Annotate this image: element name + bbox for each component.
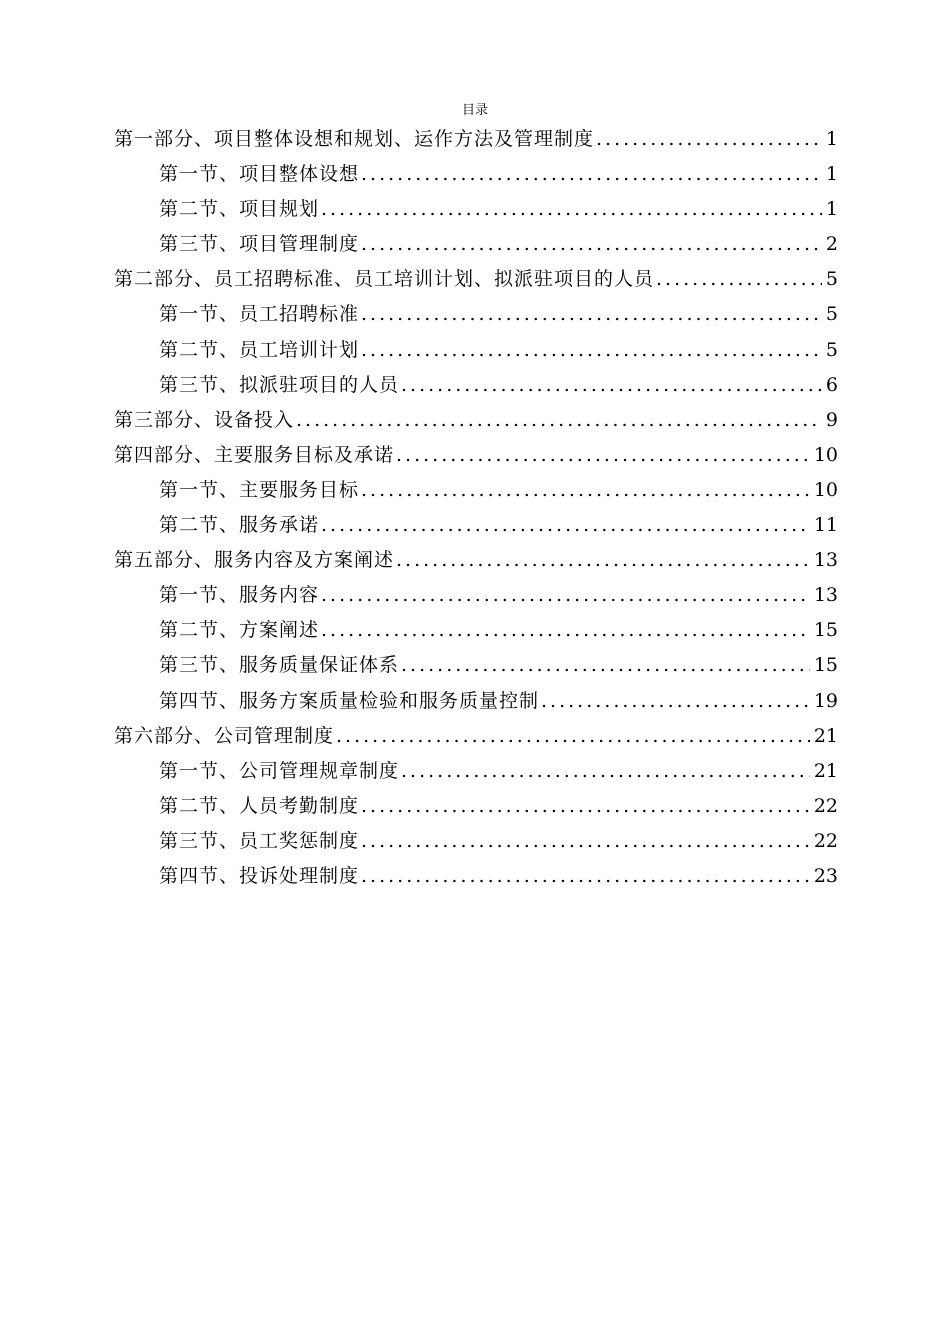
toc-entry-label: 第六部分、公司管理制度: [114, 724, 335, 747]
toc-page-number: 9: [825, 408, 838, 431]
toc-part-entry[interactable]: [114, 543, 838, 578]
toc-entry-label: 第四节、服务方案质量检验和服务质量控制: [159, 689, 540, 712]
toc-page-number: 1: [825, 198, 838, 221]
toc-section-entry[interactable]: [114, 473, 838, 508]
toc-page-number: 23: [813, 864, 838, 887]
table-of-contents: [114, 122, 838, 894]
toc-entry-label: 第二节、方案阐述: [159, 619, 320, 642]
toc-dot-leader: [396, 543, 810, 578]
toc-page-number: 19: [813, 689, 838, 712]
toc-entry-label: 第一部分、项目整体设想和规划、运作方法及管理制度: [114, 128, 595, 150]
toc-entry-label: 第一节、员工招聘标准: [159, 303, 360, 326]
toc-entry-label: 第三节、服务质量保证体系: [159, 654, 400, 677]
toc-section-entry[interactable]: [114, 859, 838, 894]
toc-dot-leader: [656, 262, 822, 297]
toc-dot-leader: [361, 227, 822, 262]
toc-page-number: 21: [813, 759, 838, 782]
toc-section-entry[interactable]: [114, 297, 838, 332]
toc-page-number: 2: [825, 233, 838, 256]
toc-page-number: 6: [825, 373, 838, 396]
toc-section-entry[interactable]: [114, 789, 838, 824]
toc-entry-label: 第一节、项目整体设想: [159, 163, 360, 186]
toc-page-number: 1: [825, 128, 838, 150]
toc-section-entry[interactable]: [114, 648, 838, 683]
toc-part-entry[interactable]: [114, 403, 838, 438]
toc-part-entry[interactable]: [114, 438, 838, 473]
toc-dot-leader: [296, 403, 822, 438]
toc-entry-label: 第四部分、主要服务目标及承诺: [114, 443, 395, 466]
toc-page-number: 11: [813, 514, 838, 537]
toc-part-entry[interactable]: [114, 262, 838, 297]
toc-entry-label: 第一节、主要服务目标: [159, 478, 360, 501]
toc-dot-leader: [321, 613, 810, 648]
toc-dot-leader: [361, 789, 810, 824]
toc-dot-leader: [401, 648, 810, 683]
toc-dot-leader: [361, 473, 810, 508]
toc-section-entry[interactable]: [114, 157, 838, 192]
toc-entry-label: 第二节、员工培训计划: [159, 338, 360, 361]
toc-page-number: 5: [825, 338, 838, 361]
toc-dot-leader: [321, 578, 810, 613]
toc-page-number: 13: [813, 549, 838, 572]
toc-part-entry[interactable]: [114, 122, 838, 157]
toc-dot-leader: [321, 508, 810, 543]
toc-page-number: 10: [813, 443, 838, 466]
toc-dot-leader: [361, 333, 822, 368]
toc-dot-leader: [361, 859, 810, 894]
toc-page-number: 21: [813, 724, 838, 747]
toc-entry-label: 第二部分、员工招聘标准、员工培训计划、拟派驻项目的人员: [114, 268, 655, 291]
toc-entry-label: 第一节、公司管理规章制度: [159, 759, 400, 782]
toc-title: 目录: [461, 103, 488, 118]
toc-dot-leader: [321, 192, 822, 227]
toc-page-number: 1: [825, 163, 838, 186]
toc-dot-leader: [596, 122, 822, 157]
toc-entry-label: 第一节、服务内容: [159, 584, 320, 607]
toc-page-number: 5: [825, 268, 838, 291]
toc-page-number: 22: [813, 794, 838, 817]
toc-dot-leader: [361, 157, 822, 192]
toc-section-entry[interactable]: [114, 613, 838, 648]
toc-section-entry[interactable]: [114, 684, 838, 719]
toc-section-entry[interactable]: [114, 578, 838, 613]
toc-entry-label: 第二节、人员考勤制度: [159, 794, 360, 817]
toc-entry-label: 第三节、员工奖惩制度: [159, 829, 360, 852]
toc-page-number: 15: [813, 619, 838, 642]
toc-section-entry[interactable]: [114, 192, 838, 227]
toc-section-entry[interactable]: [114, 368, 838, 403]
toc-page-number: 22: [813, 829, 838, 852]
toc-section-entry[interactable]: [114, 508, 838, 543]
toc-dot-leader: [541, 684, 810, 719]
toc-section-entry[interactable]: [114, 754, 838, 789]
toc-page-number: 15: [813, 654, 838, 677]
toc-dot-leader: [401, 754, 810, 789]
toc-entry-label: 第三节、项目管理制度: [159, 233, 360, 256]
toc-section-entry[interactable]: [114, 824, 838, 859]
toc-dot-leader: [361, 297, 822, 332]
toc-entry-label: 第三部分、设备投入: [114, 408, 295, 431]
toc-entry-label: 第四节、投诉处理制度: [159, 864, 360, 887]
toc-part-entry[interactable]: [114, 719, 838, 754]
toc-dot-leader: [336, 719, 810, 754]
toc-section-entry[interactable]: [114, 227, 838, 262]
toc-dot-leader: [396, 438, 810, 473]
toc-dot-leader: [361, 824, 810, 859]
toc-page-number: 5: [825, 303, 838, 326]
toc-entry-label: 第二节、项目规划: [159, 198, 320, 221]
toc-entry-label: 第五部分、服务内容及方案阐述: [114, 549, 395, 572]
toc-entry-label: 第二节、服务承诺: [159, 514, 320, 537]
toc-dot-leader: [401, 368, 822, 403]
toc-section-entry[interactable]: [114, 333, 838, 368]
toc-entry-label: 第三节、拟派驻项目的人员: [159, 373, 400, 396]
toc-page-number: 10: [813, 478, 838, 501]
toc-page-number: 13: [813, 584, 838, 607]
